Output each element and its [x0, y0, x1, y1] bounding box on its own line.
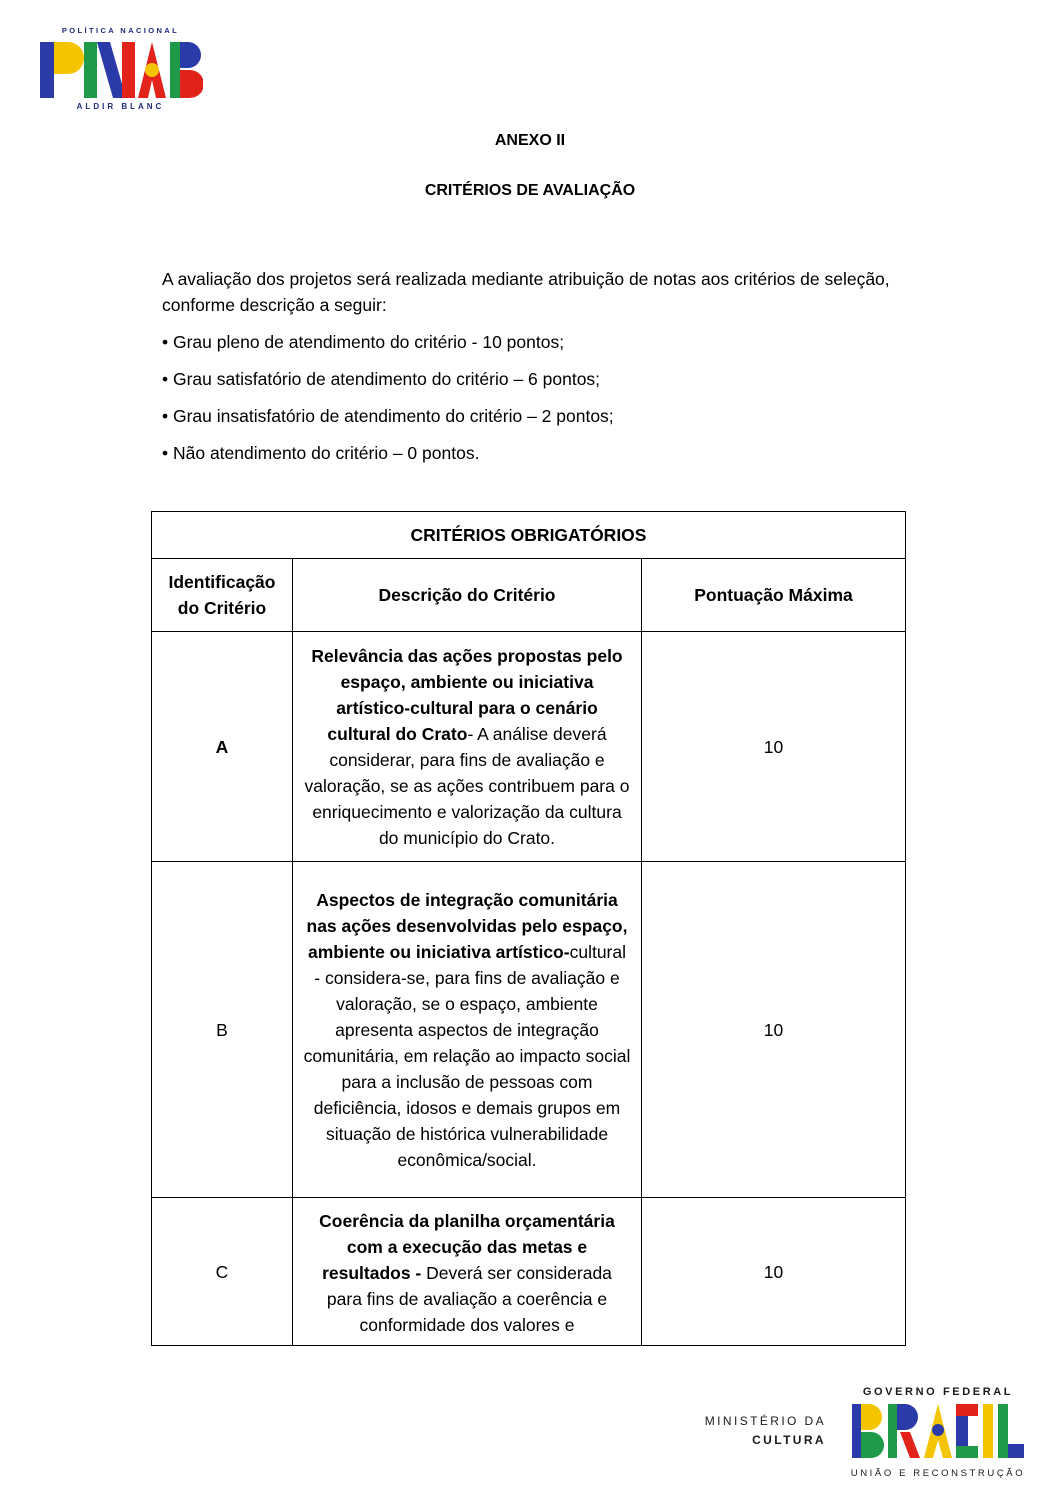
criterion-id: B	[152, 862, 293, 1198]
table-row	[152, 1198, 906, 1346]
pnab-logo-wordmark	[38, 40, 203, 100]
header-identification: Identificação do Critério	[152, 559, 293, 632]
header-description: Descrição do Critério	[293, 559, 642, 632]
ministry-line-1: MINISTÉRIO DA	[704, 1414, 826, 1428]
intro-paragraph: A avaliação dos projetos será realizada mediante atribuição de notas aos critérios de seleção, conforme descrição a seguir:	[162, 269, 890, 315]
criterion-score: 10	[642, 862, 906, 1198]
criterion-detail: cultural - considera-se, para fins de avaliação e valoração, se o espaço, ambiente apresenta aspectos de integração comunitária, em relação ao impacto social para a inclusão de pessoas com deficiência, idosos e demais grupos em situação de histórica vulnerabilidade econômica/social.	[303, 941, 631, 1170]
criterion-id: C	[152, 1198, 293, 1346]
bullet-full: • Grau pleno de atendimento do critério - 10 pontos;	[162, 332, 565, 352]
pnab-logo-bottom-text: ALDIR BLANC	[76, 102, 165, 111]
bullet-unsatisfactory: • Grau insatisfatório de atendimento do critério – 2 pontos;	[162, 406, 614, 426]
ministry-of-culture-logo	[696, 1412, 826, 1450]
table-row	[152, 862, 906, 1198]
criteria-table	[151, 511, 906, 1346]
pnab-logo-top-text: POLÍTICA NACIONAL	[61, 26, 180, 35]
pnab-logo	[38, 26, 203, 114]
section-title: CRITÉRIOS DE AVALIAÇÃO	[424, 182, 636, 199]
bullet-none: • Não atendimento do critério – 0 pontos.	[162, 443, 480, 463]
federal-government-logo	[850, 1386, 1026, 1486]
criterion-detail: - A análise deverá considerar, para fins de avaliação e valoração, se as ações contribuem para o enriquecimento e valorização da cultura do município do Crato.	[304, 723, 630, 848]
table-header-row	[152, 559, 906, 632]
gov-logo-top-text: GOVERNO FEDERAL	[862, 1386, 1014, 1398]
gov-logo-bottom-text: UNIÃO E RECONSTRUÇÃO	[850, 1468, 1026, 1479]
criterion-title: Coerência da planilha orçamentária com a execução das metas e resultados -	[319, 1211, 615, 1283]
criterion-description	[293, 862, 642, 1198]
ministry-line-2: CULTURA	[752, 1433, 826, 1447]
annex-title: ANEXO II	[494, 132, 566, 149]
criterion-title: Aspectos de integração comunitária nas ações desenvolvidas pelo espaço, ambiente ou iniciativa artístico-	[306, 889, 628, 962]
table-row	[152, 632, 906, 862]
table-caption-row	[152, 512, 906, 559]
criterion-description	[293, 1198, 642, 1346]
criterion-score: 10	[642, 1198, 906, 1346]
criterion-title: Relevância das ações propostas pelo espaço, ambiente ou iniciativa artístico-cultural para o cenário cultural do Crato	[311, 645, 623, 744]
gov-logo-wordmark	[852, 1404, 1024, 1458]
criterion-score: 10	[642, 632, 906, 862]
header-max-score: Pontuação Máxima	[642, 559, 906, 632]
criterion-detail: Deverá ser considerada para fins de avaliação a coerência e conformidade dos valores e	[326, 1263, 612, 1335]
intro-text	[162, 266, 904, 466]
criterion-description	[293, 632, 642, 862]
criterion-id: A	[152, 632, 293, 862]
bullet-satisfactory: • Grau satisfatório de atendimento do critério – 6 pontos;	[162, 369, 601, 389]
table-caption: CRITÉRIOS OBRIGATÓRIOS	[152, 512, 906, 559]
